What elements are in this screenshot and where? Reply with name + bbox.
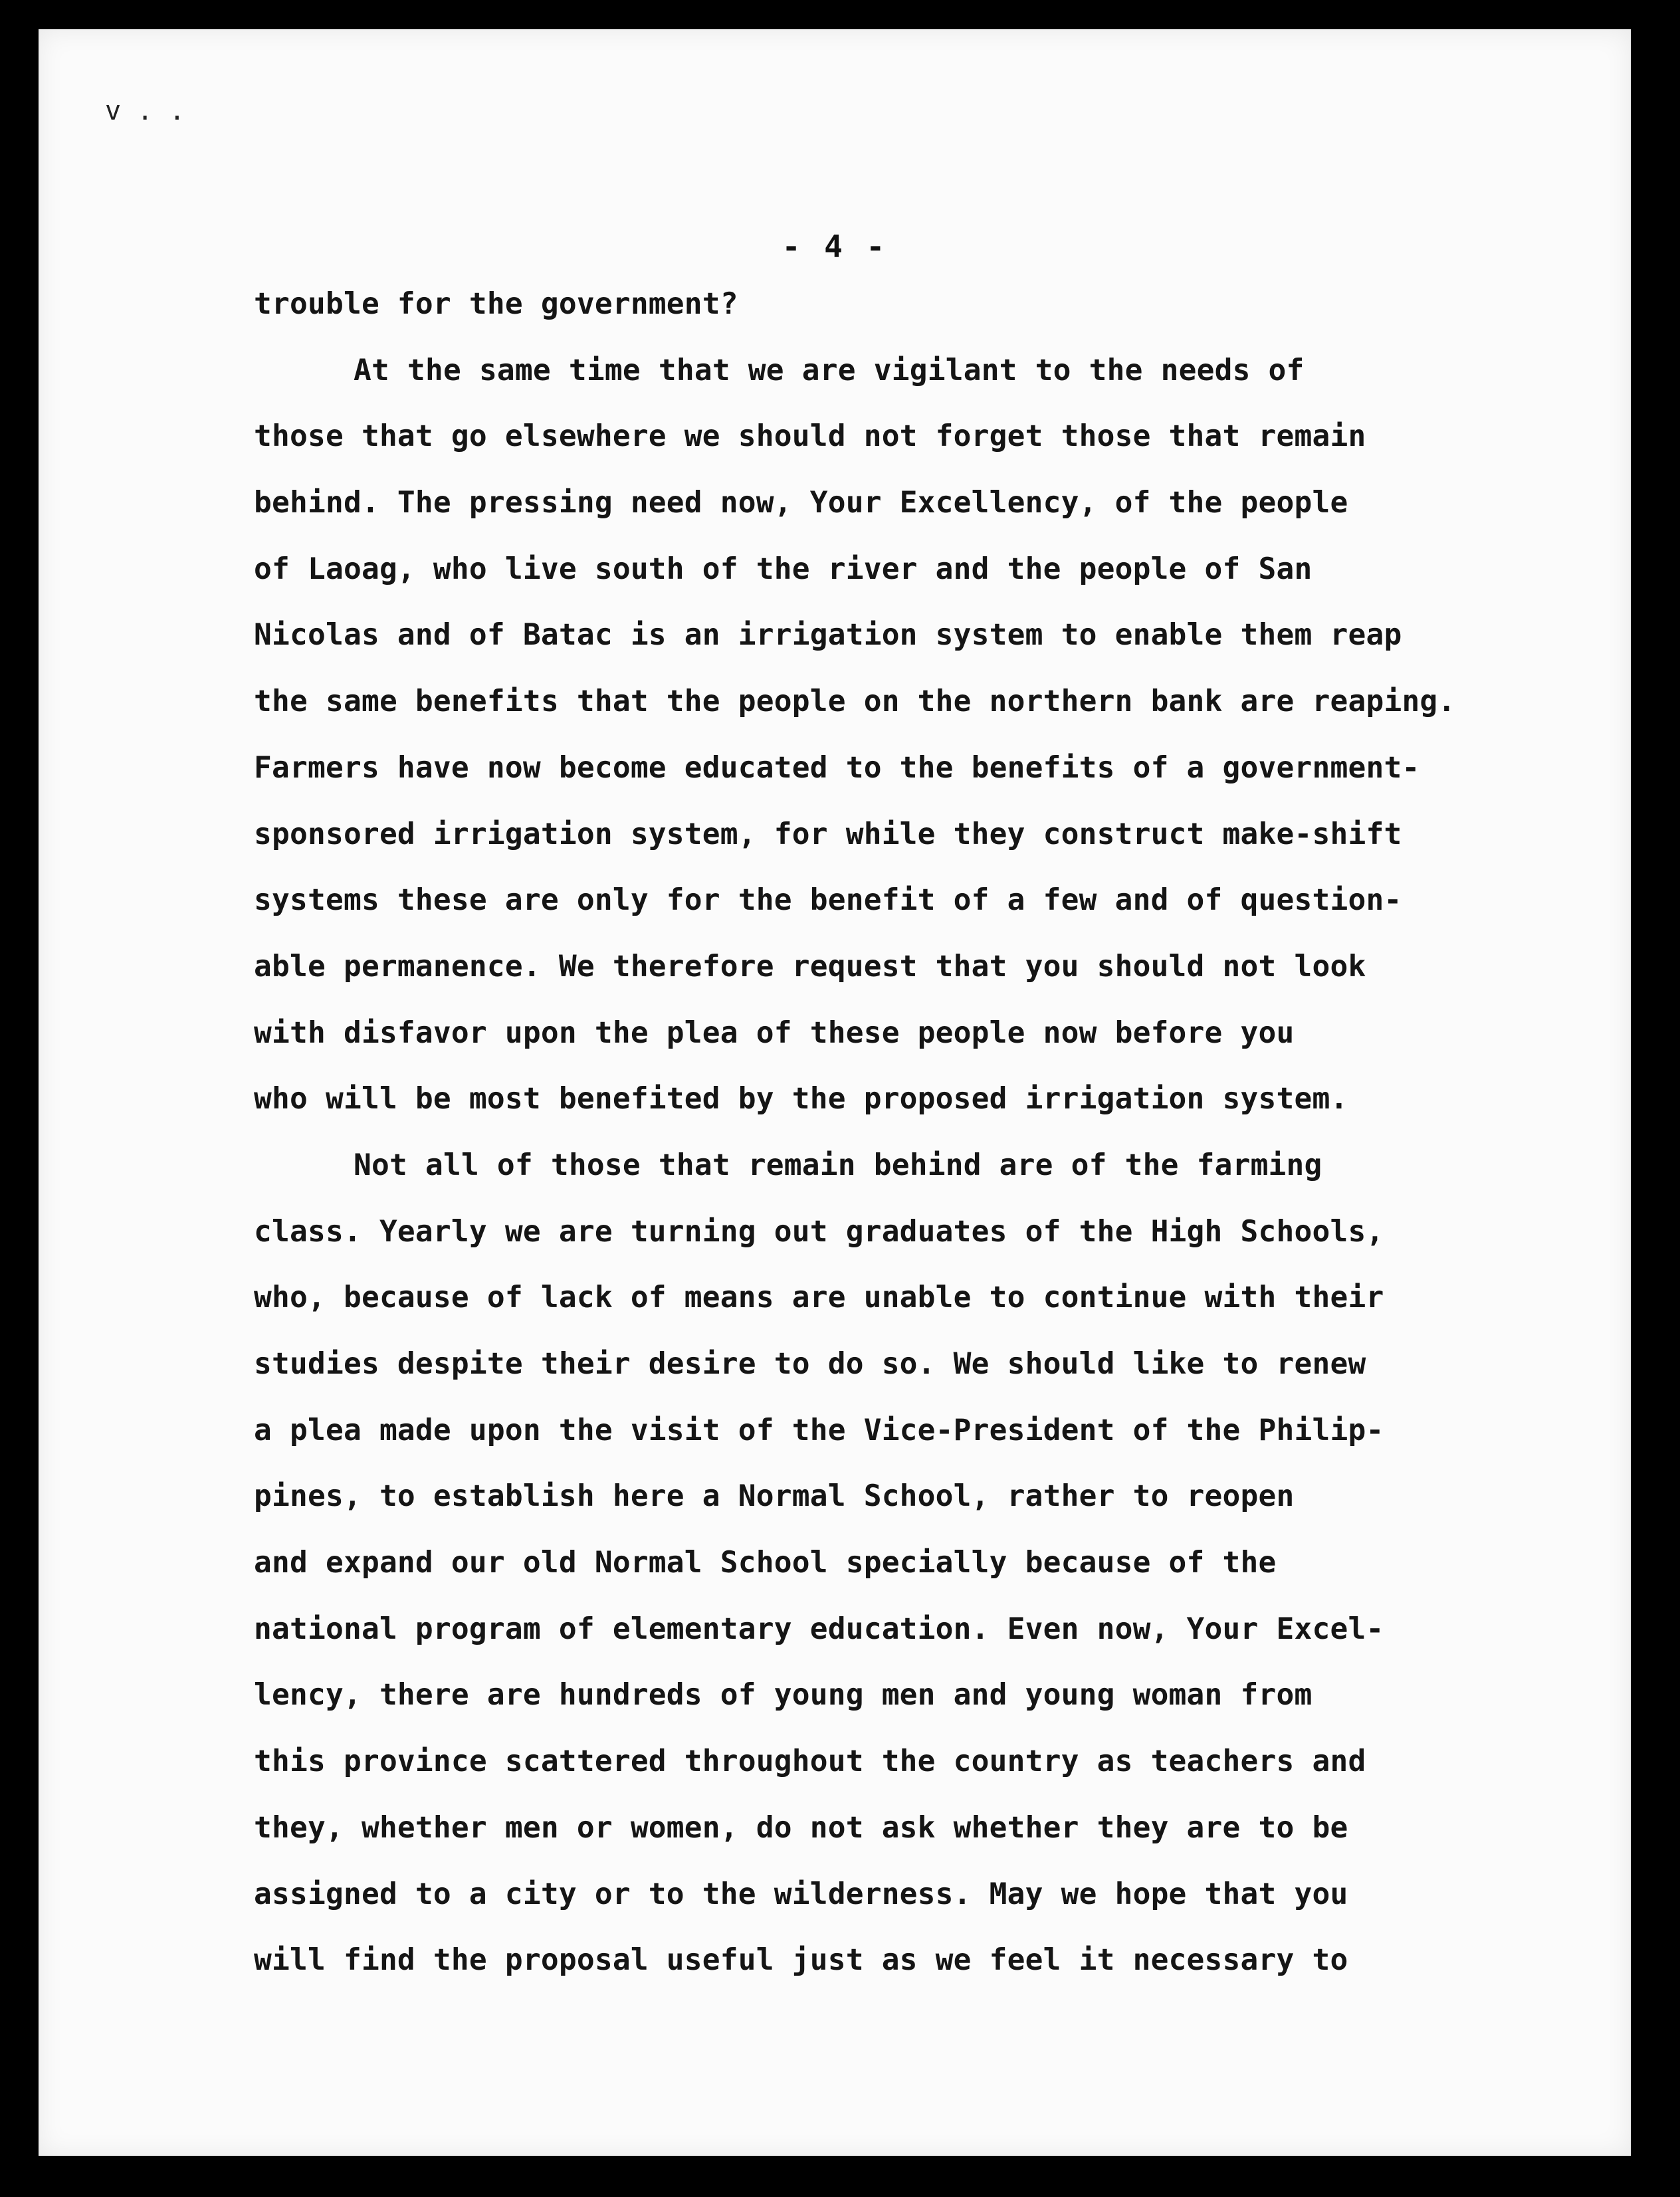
text-line: of Laoag, who live south of the river and the people of San: [254, 552, 1312, 586]
corner-mark: v . .: [105, 96, 185, 126]
text-line: assigned to a city or to the wilderness. May we hope that you: [254, 1877, 1348, 1911]
text-line: studies despite their desire to do so. We should like to renew: [254, 1347, 1366, 1381]
text-line: a plea made upon the visit of the Vice-President of the Philip-: [254, 1413, 1384, 1447]
text-line: sponsored irrigation system, for while they construct make-shift: [254, 817, 1402, 851]
text-line: with disfavor upon the plea of these people now before you: [254, 1015, 1295, 1050]
text-line: trouble for the government?: [254, 287, 738, 321]
text-line: behind. The pressing need now, Your Excellency, of the people: [254, 486, 1348, 520]
text-line: this province scattered throughout the country as teachers and: [254, 1744, 1366, 1779]
paragraph-start-line: At the same time that we are vigilant to the needs of: [354, 353, 1305, 387]
text-line: Nicolas and of Batac is an irrigation system to enable them reap: [254, 618, 1402, 653]
text-line: class. Yearly we are turning out graduates of the High Schools,: [254, 1214, 1384, 1249]
text-line: systems these are only for the benefit of a few and of question-: [254, 883, 1402, 918]
text-line: and expand our old Normal School specially because of the: [254, 1546, 1277, 1580]
text-line: the same benefits that the people on the northern bank are reaping.: [254, 684, 1456, 719]
text-line: will find the proposal useful just as we feel it necessary to: [254, 1943, 1348, 1978]
page-number: - 4 -: [782, 229, 888, 264]
text-line: they, whether men or women, do not ask whether they are to be: [254, 1810, 1348, 1845]
text-line: pines, to establish here a Normal School, rather to reopen: [254, 1479, 1295, 1514]
text-line: able permanence. We therefore request that you should not look: [254, 949, 1366, 984]
paragraph-start-line: Not all of those that remain behind are of the farming: [354, 1148, 1322, 1182]
text-line: who will be most benefited by the proposed irrigation system.: [254, 1082, 1348, 1116]
text-line: national program of elementary education. Even now, Your Excel-: [254, 1612, 1384, 1646]
text-line: Farmers have now become educated to the benefits of a government-: [254, 750, 1420, 785]
text-line: lency, there are hundreds of young men and young woman from: [254, 1678, 1312, 1713]
body-text: [254, 271, 1610, 1994]
text-line: who, because of lack of means are unable to continue with their: [254, 1281, 1384, 1315]
text-line: those that go elsewhere we should not forget those that remain: [254, 419, 1366, 454]
